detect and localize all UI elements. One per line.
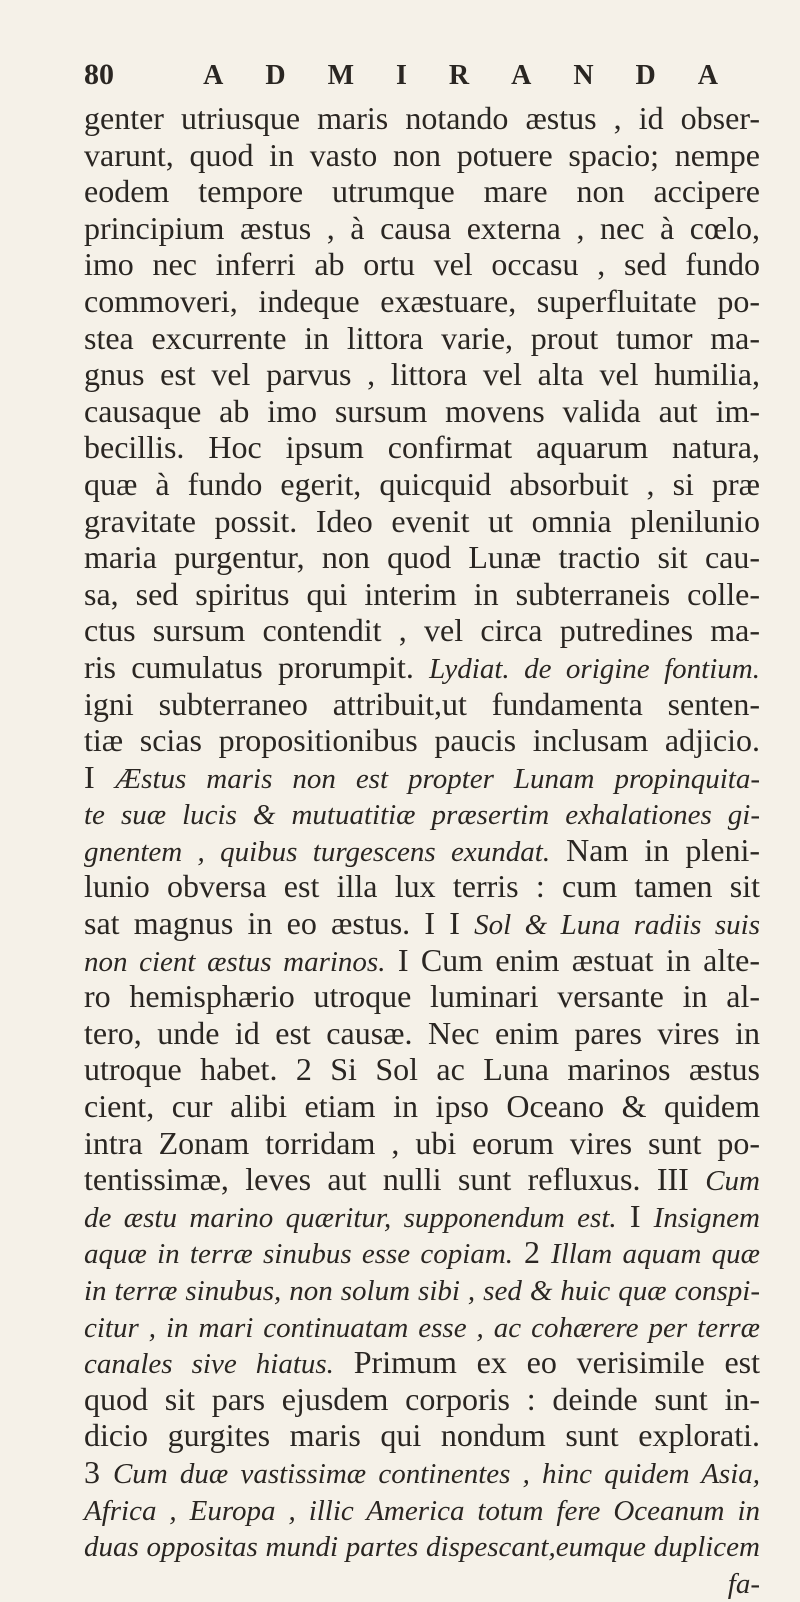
roman-text: I [84,758,116,795]
text-line [84,1125,760,1162]
running-head: ADMIRANDA [203,60,760,91]
italic-text: Cum duæ vastissimæ continentes , hinc quidem Asia, [112,1457,760,1490]
italic-text: aquæ in terræ sinubus esse copiam. [84,1238,514,1271]
roman-text: tentissimæ, leves aut nulli sunt refluxus. III [84,1161,706,1198]
text-line [84,832,760,869]
italic-text: Sol & Luna radiis suis [474,909,761,942]
italic-text: canales sive hiatus. [84,1348,334,1381]
roman-text: sa, sed spiritus qui interim in subterraneis colle- [84,575,760,612]
roman-text: ris cumulatus prorumpit. [84,648,430,685]
roman-text: utroque habet. 2 Si Sol ac Luna marinos æstus [84,1051,760,1088]
roman-text: Primum ex eo verisimile est [333,1344,761,1381]
roman-text: commoveri, indeque exæstuare, superfluitate po- [84,282,760,319]
roman-text: genter utriusque maris notando æstus , id obser- [84,100,760,136]
roman-text: maria purgentur, non quod Lunæ tractio sit cau- [84,539,760,576]
italic-text: Illam aquam quæ [551,1238,761,1271]
body-text [84,100,760,1600]
roman-text: cient, cur alibi etiam in ipso Oceano & quidem [84,1088,760,1125]
text-line [84,1051,760,1088]
roman-text: 2 [513,1234,552,1271]
roman-text: lunio obversa est illa lux terris : cum tamen sit [84,868,760,905]
text-line [84,539,760,576]
roman-text: 3 [84,1453,113,1490]
italic-text: citur , in mari continuatam esse , ac cohærere per terræ [84,1311,760,1344]
italic-text: Æstus maris non est propter Lunam propinquita- [115,762,761,795]
text-line [84,320,760,357]
roman-text: ro hemisphærio utroque luminari versante in al- [84,978,760,1015]
text-line [84,649,760,686]
italic-text: duas oppositas mundi partes dispescant,eumque duplicem [84,1531,760,1564]
roman-text: gravitate possit. Ideo evenit ut omnia plenilunio [84,502,760,539]
text-line [84,1344,760,1381]
text-line [84,1308,760,1345]
roman-text: quæ à fundo egerit, quicquid absorbuit , si præ [84,465,760,502]
italic-text: fa- [727,1567,760,1600]
text-line [84,1088,760,1125]
text-line [84,576,760,613]
roman-text: quod sit pars ejusdem corporis : deinde sunt in- [84,1380,760,1417]
roman-text: eodem tempore utrumque mare non accipere [84,173,760,210]
text-line [84,759,760,796]
roman-text: igni subterraneo attribuit,ut fundamenta senten- [84,685,760,722]
text-line [84,722,760,759]
roman-text: sat magnus in eo æstus. I I [84,905,475,942]
roman-text: intra Zonam torridam , ubi eorum vires sunt po- [84,1124,760,1161]
text-line [84,393,760,430]
roman-text: principium æstus , à causa externa , nec à cœlo, [84,209,760,246]
text-line [84,1564,760,1601]
text-line [84,686,760,723]
text-line [84,1015,760,1052]
text-line [84,1381,760,1418]
text-line [84,1271,760,1308]
roman-text: stea excurrente in littora varie, prout tumor ma- [84,319,760,356]
roman-text: tiæ scias propositionibus paucis inclusam adjicio. [84,722,760,759]
text-line [84,1198,760,1235]
text-line [84,173,760,210]
roman-text: tero, unde id est causæ. Nec enim pares vires in [84,1014,760,1051]
italic-text: Africa , Europa , illic America totum fere Oceanum in [84,1494,760,1527]
text-line [84,246,760,283]
text-line [84,100,760,137]
text-line [84,210,760,247]
italic-text: Cum [705,1165,760,1198]
roman-text: dicio gurgites maris qui nondum sunt explorati. [84,1417,760,1454]
text-line [84,1161,760,1198]
text-line [84,1417,760,1454]
italic-text: te suæ lucis & mutuatitiæ præsertim exhalationes gi- [84,799,760,832]
roman-text: causaque ab imo sursum movens valida aut im- [84,392,760,429]
text-line [84,905,760,942]
roman-text: becillis. Hoc ipsum confirmat aquarum natura, [84,429,760,466]
italic-text: gnentem , quibus turgescens exundat. [84,835,551,868]
text-line [84,503,760,540]
text-line [84,1234,760,1271]
italic-text: de æstu marino quæritur, supponendum est. [84,1201,617,1234]
page-number: 80 [84,58,114,91]
italic-text: non cient æstus marinos. [84,945,386,978]
italic-text: Insignem [653,1201,760,1234]
roman-text: ctus sursum contendit , vel circa putredines ma- [84,612,760,649]
roman-text: I Cum enim æstuat in alte- [385,941,760,978]
italic-text: Lydiat. de origine fontium. [429,652,760,685]
text-line [84,466,760,503]
text-line [84,795,760,832]
italic-text: in terræ sinubus, non solum sibi , sed & huic quæ conspi- [84,1275,760,1307]
roman-text: Nam in pleni- [550,831,761,868]
text-line [84,868,760,905]
page-header [84,58,760,94]
roman-text: varunt, quod in vasto non potuere spacio; nempe [84,136,760,173]
text-line [84,1491,760,1528]
roman-text: imo nec inferri ab ortu vel occasu , sed fundo [84,246,760,283]
text-line [84,1527,760,1564]
text-line [84,978,760,1015]
text-line [84,283,760,320]
roman-text: gnus est vel parvus , littora vel alta vel humilia, [84,356,760,393]
text-line [84,429,760,466]
text-line [84,942,760,979]
text-line [84,137,760,174]
text-line [84,612,760,649]
text-line [84,356,760,393]
text-line [84,1454,760,1491]
roman-text: I [616,1197,654,1234]
